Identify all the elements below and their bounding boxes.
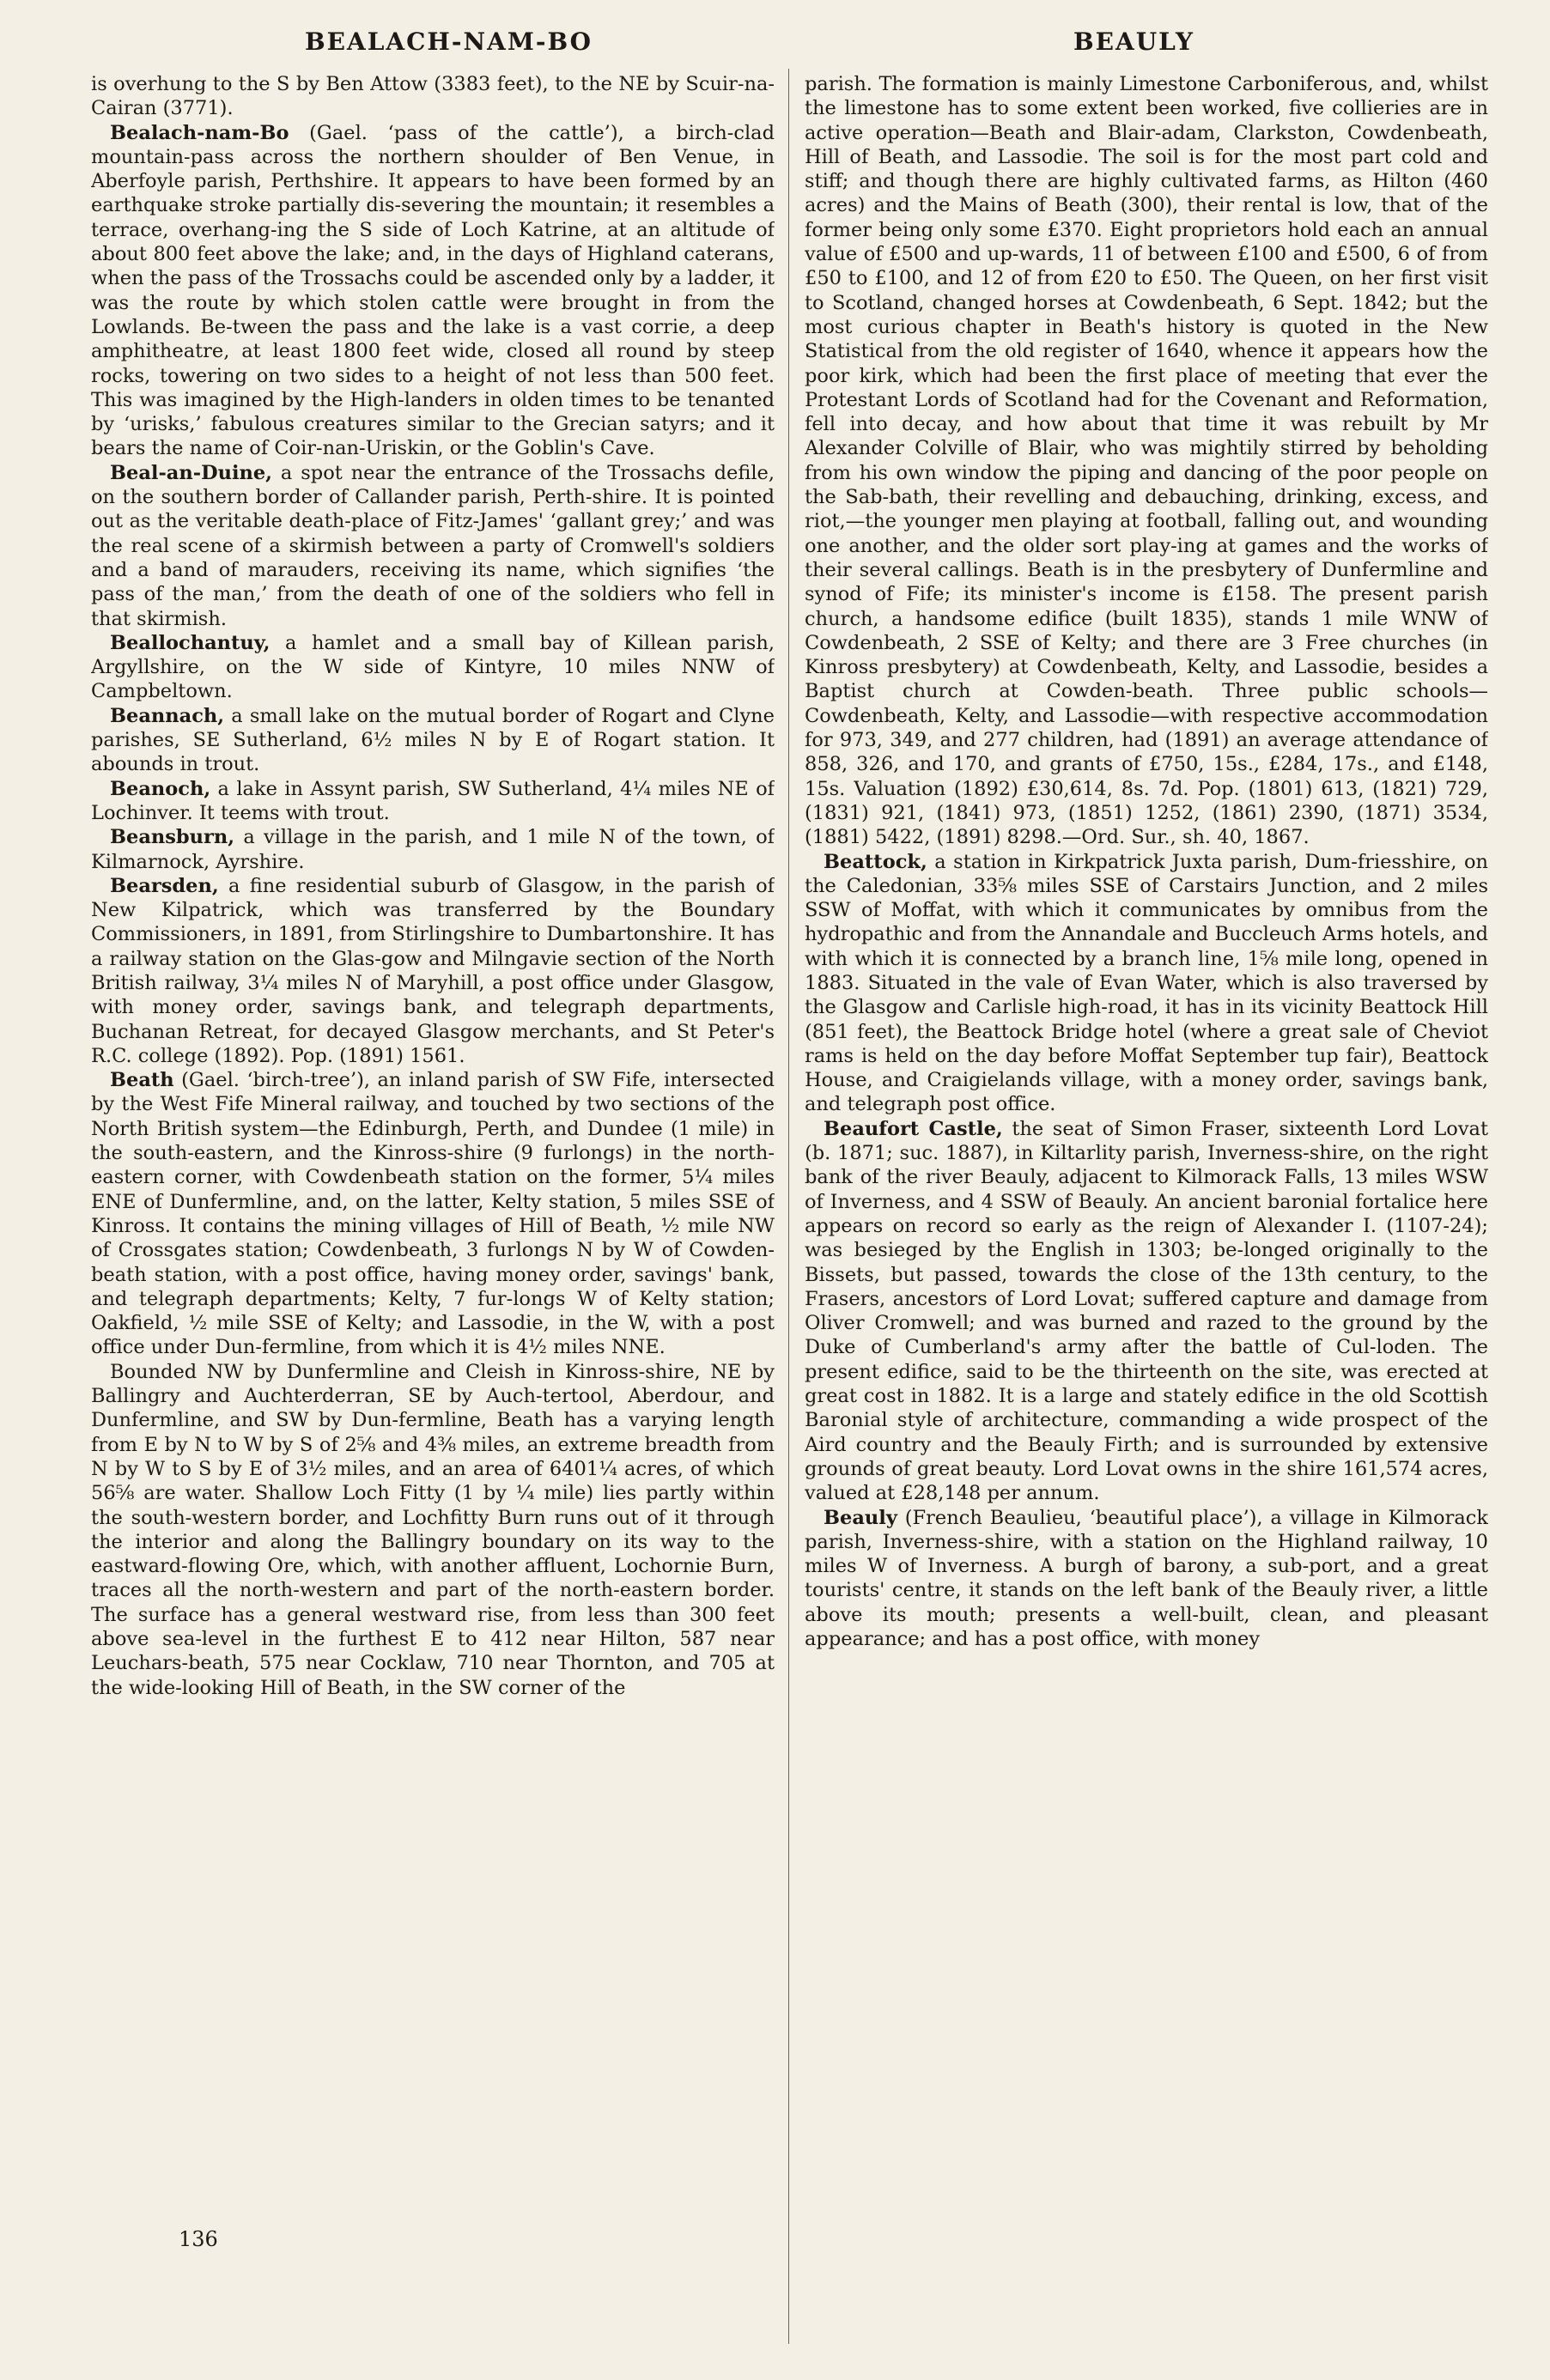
headword: Beauly — [824, 1506, 897, 1529]
running-header — [0, 27, 1550, 62]
column-divider — [788, 69, 789, 2344]
headword: Beanoch, — [110, 777, 211, 800]
gazetteer-entry: Beanoch, a lake in Assynt parish, SW Sutherland, 4¼ miles NE of Lochinver. It teems with trout. — [91, 777, 775, 824]
headword: Beallochantuy, — [110, 631, 270, 654]
headword: Beal-an-Duine, — [110, 461, 272, 484]
gazetteer-entry: Bealach-nam-Bo (Gael. ‘pass of the cattle’), a birch-clad mountain-pass across the northern shoulder of Ben Venue, in Aberfoyle parish, Perthshire. It appears to have been formed by an earthquake stroke partially dis-severing the mountain; it resembles a terrace, overhang-ing the S side of Loch Katrine, at an altitude of about 800 feet above the lake; and, in the days of Highland caterans, when the pass of the Trossachs could be ascended only by a ladder, it was the route by which stolen cattle were brought in from the Lowlands. Be-tween the pass and the lake is a vast corrie, a deep amphitheatre, at least 1800 feet wide, closed all round by steep rocks, towering on two sides to a height of not less than 500 feet. This was imagined by the High-landers in olden times to be tenanted by ‘urisks,’ fabulous creatures similar to the Grecian satyrs; and it bears the name of Coir-nan-Uriskin, or the Goblin's Cave. — [91, 121, 775, 460]
headword: Bealach-nam-Bo — [110, 121, 289, 144]
gazetteer-entry: Beansburn, a village in the parish, and 1 mile N of the town, of Kilmarnock, Ayrshire. — [91, 826, 775, 873]
headword: Beattock, — [824, 850, 927, 873]
gazetteer-entry: Beal-an-Duine, a spot near the entrance of the Trossachs defile, on the southern border of Callander parish, Perth-shire. It is pointed out as the veritable death-place of Fitz-James' ‘gallant grey;’ and was the real scene of a skirmish between a party of Cromwell's soldiers and a band of marauders, receiving its name, which signifies ‘the pass of the man,’ from the death of one of the soldiers who fell in that skirmish. — [91, 461, 775, 630]
gazetteer-entry: parish. The formation is mainly Limestone Carboniferous, and, whilst the limestone has to some extent been worked, five collieries are in active operation—Beath and Blair-adam, Clarkston, Cowdenbeath, Hill of Beath, and Lassodie. The soil is for the most part cold and stiff; and though there are highly cultivated farms, as Hilton (460 acres) and the Mains of Beath (300), their rental is low, that of the former being only some £370. Eight proprietors hold each an annual value of £500 and up-wards, 11 of between £100 and £500, 6 of from £50 to £100, and 12 of from £20 to £50. The Queen, on her first visit to Scotland, changed horses at Cowdenbeath, 6 Sept. 1842; but the most curious chapter in Beath's history is quoted in the New Statistical from the old register of 1640, whence it appears how the poor kirk, which had been the first place of meeting that ever the Protestant Lords of Scotland had for the Covenant and Reformation, fell into decay, and how about that time it was rebuilt by Mr Alexander Colville of Blair, who was mightily stirred by beholding from his own window the piping and dancing of the poor people on the Sab-bath, their revelling and debauching, drinking, excess, and riot,—the younger men playing at football, falling out, and wounding one another, and the older sort play-ing at games and the works of their several callings. Beath is in the presbytery of Dunfermline and synod of Fife; its minister's income is £158. The present parish church, a handsome edifice (built 1835), stands 1 mile WNW of Cowdenbeath, 2 SSE of Kelty; and there are 3 Free churches (in Kinross presbytery) at Cowdenbeath, Kelty, and Lassodie, besides a Baptist church at Cowden-beath. Three public schools—Cowdenbeath, Kelty, and Lassodie—with respective accommodation for 973, 349, and 277 children, had (1891) an average attendance of 858, 326, and 170, and grants of £750, 15s., £284, 17s., and £148, 15s. Valuation (1892) £30,614, 8s. 7d. Pop. (1801) 613, (1821) 729, (1831) 921, (1841) 973, (1851) 1252, (1861) 2390, (1871) 3534, (1881) 5422, (1891) 8298.—Ord. Sur., sh. 40, 1867. — [805, 73, 1488, 849]
gazetteer-entry: Beattock, a station in Kirkpatrick Juxta parish, Dum-friesshire, on the Caledonian, 33⅝ miles SSE of Carstairs Junction, and 2 miles SSW of Moffat, with which it communicates by omnibus from the hydropathic and from the Annandale and Buccleuch Arms hotels, and with which it is connected by a branch line, 1⅝ mile long, opened in 1883. Situated in the vale of Evan Water, which is also traversed by the Glasgow and Carlisle high-road, it has in its vicinity Beattock Hill (851 feet), the Beattock Bridge hotel (where a great sale of Cheviot rams is held on the day before Moffat September tup fair), Beattock House, and Craigielands village, with a money order, savings bank, and telegraph post office. — [805, 850, 1488, 1116]
right-running-head: BEAULY — [1073, 27, 1195, 56]
gazetteer-entry: Beaufort Castle, the seat of Simon Fraser, sixteenth Lord Lovat (b. 1871; suc. 1887), in Kiltarlity parish, Inverness-shire, on the right bank of the river Beauly, adjacent to Kilmorack Falls, 13 miles WSW of Inverness, and 4 SSW of Beauly. An ancient baronial fortalice here appears on record so early as the reign of Alexander I. (1107-24); was besieged by the English in 1303; be-longed originally to the Bissets, but passed, towards the close of the 13th century, to the Frasers, ancestors of Lord Lovat; suffered capture and damage from Oliver Cromwell; and was burned and razed to the ground by the Duke of Cumberland's army after the battle of Cul-loden. The present edifice, said to be the thirteenth on the site, was erected at great cost in 1882. It is a large and stately edifice in the old Scottish Baronial style of architecture, commanding a wide prospect of the Aird country and the Beauly Firth; and is surrounded by extensive grounds of great beauty. Lord Lovat owns in the shire 161,574 acres, valued at £28,148 per annum. — [805, 1117, 1488, 1505]
left-running-head: BEALACH-NAM-BO — [305, 27, 593, 56]
gazetteer-entry: Beallochantuy, a hamlet and a small bay of Killean parish, Argyllshire, on the W side of Kintyre, 10 miles NNW of Campbeltown. — [91, 631, 775, 703]
gazetteer-entry: Bearsden, a fine residential suburb of Glasgow, in the parish of New Kilpatrick, which was transferred by the Boundary Commissioners, in 1891, from Stirlingshire to Dumbartonshire. It has a railway station on the Glas-gow and Milngavie section of the North British railway, 3¼ miles N of Maryhill, a post office under Glasgow, with money order, savings bank, and telegraph departments, Buchanan Retreat, for decayed Glasgow merchants, and St Peter's R.C. college (1892). Pop. (1891) 1561. — [91, 874, 775, 1067]
headword: Beannach, — [110, 704, 225, 727]
page-number: 136 — [179, 2227, 218, 2251]
gazetteer-paragraph: Bounded NW by Dunfermline and Cleish in Kinross-shire, NE by Ballingry and Auchterderran, SE by Auch-tertool, Aberdour, and Dunfermline, and SW by Dun-fermline, Beath has a varying length from E by N to W by S of 2⅝ and 4⅜ miles, an extreme breadth from N by W to S by E of 3½ miles, and an area of 6401¼ acres, of which 56⅝ are water. Shallow Loch Fitty (1 by ¼ mile) lies partly within the south-western border, and Lochfitty Burn runs out of it through the interior and along the Ballingry boundary on its way to the eastward-flowing Ore, which, with another affluent, Lochornie Burn, traces all the north-western and part of the north-eastern border. The surface has a general westward rise, from less than 300 feet above sea-level in the furthest E to 412 near Hilton, 587 near Leuchars-beath, 575 near Cocklaw, 710 near Thornton, and 705 at the wide-looking Hill of Beath, in the SW corner of the — [91, 1360, 775, 1699]
headword: Beansburn, — [110, 826, 235, 849]
headword: Beath — [110, 1069, 174, 1092]
gazetteer-entry: is overhung to the S by Ben Attow (3383 feet), to the NE by Scuir-na-Cairan (3771). — [91, 73, 775, 120]
headword: Beaufort Castle, — [824, 1117, 1003, 1140]
gazetteer-entry: Beannach, a small lake on the mutual border of Rogart and Clyne parishes, SE Sutherland, 6½ miles N by E of Rogart station. It abounds in trout. — [91, 704, 775, 776]
headword: Bearsden, — [110, 874, 219, 897]
right-column — [805, 72, 1488, 2339]
left-column — [91, 72, 775, 2339]
gazetteer-entry: Beath (Gael. ‘birch-tree’), an inland parish of SW Fife, intersected by the West Fife Mineral railway, and touched by two sections of the North British system—the Edinburgh, Perth, and Dundee (1 mile) in the south-eastern, and the Kinross-shire (9 furlongs) in the north-eastern corner, with Cowdenbeath station on the former, 5¼ miles ENE of Dunfermline, and, on the latter, Kelty station, 5 miles SSE of Kinross. It contains the mining villages of Hill of Beath, ½ mile NW of Crossgates station; Cowdenbeath, 3 furlongs N by W of Cowden-beath station, with a post office, having money order, savings' bank, and telegraph departments; Kelty, 7 fur-longs W of Kelty station; Oakfield, ½ mile SSE of Kelty; and Lassodie, in the W, with a post office under Dun-fermline, from which it is 4½ miles NNE. — [91, 1069, 775, 1359]
gazetteer-entry: Beauly (French Beaulieu, ‘beautiful place’), a village in Kilmorack parish, Inverness-shire, with a station on the Highland railway, 10 miles W of Inverness. A burgh of barony, a sub-port, and a great tourists' centre, it stands on the left bank of the Beauly river, a little above its mouth; presents a well-built, clean, and pleasant appearance; and has a post office, with money — [805, 1506, 1488, 1650]
